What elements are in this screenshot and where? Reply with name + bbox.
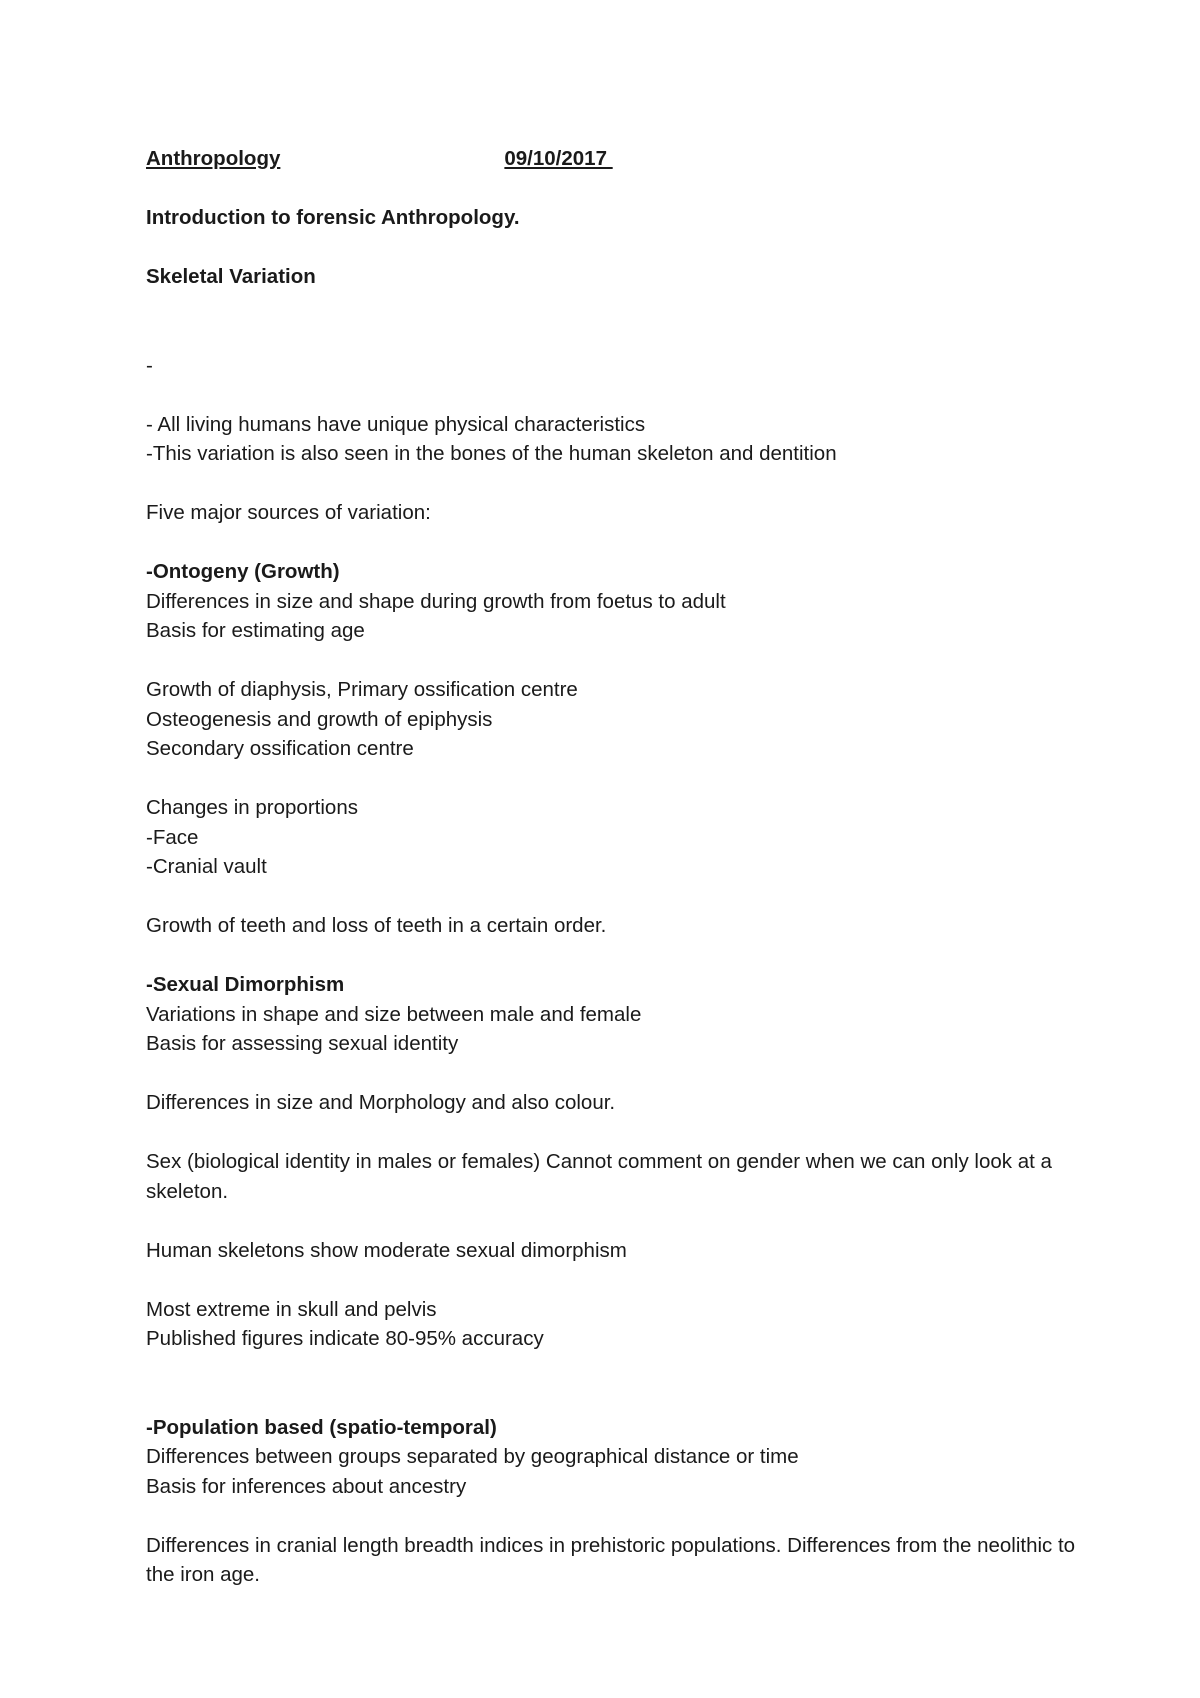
proportion-line: -Cranial vault xyxy=(146,855,267,878)
sources-intro: Five major sources of variation: xyxy=(146,501,431,524)
intro-line: - All living humans have unique physical characteristics xyxy=(146,412,646,436)
teeth-line: Growth of teeth and loss of teeth in a certain order. xyxy=(146,914,607,937)
growth-line: Growth of diaphysis, Primary ossification centre xyxy=(146,678,578,701)
extreme-line: Published figures indicate 80-95% accuracy xyxy=(146,1327,544,1350)
document-title: Introduction to forensic Anthropology. xyxy=(146,206,520,229)
sex-paragraph: Sex (biological identity in males or females) Cannot comment on gender when we can only look at a skeleton. xyxy=(146,1150,1058,1203)
population-line: Basis for inferences about ancestry xyxy=(146,1474,467,1498)
ontogeny-line: Basis for estimating age xyxy=(146,619,365,642)
ontogeny-heading: -Ontogeny (Growth) xyxy=(146,560,340,583)
population-heading: -Population based (spatio-temporal) xyxy=(146,1415,497,1439)
section-title: Skeletal Variation xyxy=(146,265,316,288)
intro-line: -This variation is also seen in the bones of the human skeleton and dentition xyxy=(146,442,837,465)
proportion-line: Changes in proportions xyxy=(146,796,358,819)
size-line: Differences in size and Morphology and also colour. xyxy=(146,1091,616,1114)
subject-label: Anthropology xyxy=(146,147,281,170)
dash-line: - xyxy=(146,353,153,377)
date-label: 09/10/2017 xyxy=(504,147,607,170)
dimorphism-heading: -Sexual Dimorphism xyxy=(146,973,345,996)
population-line: Differences between groups separated by geographical distance or time xyxy=(146,1445,799,1468)
proportion-line: -Face xyxy=(146,825,199,849)
growth-line: Secondary ossification centre xyxy=(146,737,414,760)
cranial-paragraph: Differences in cranial length breadth indices in prehistoric populations. Differences from the neolithic to the iron age. xyxy=(146,1533,1081,1586)
extreme-line: Most extreme in skull and pelvis xyxy=(146,1297,437,1321)
dimorphism-line: Variations in shape and size between male and female xyxy=(146,1002,642,1026)
document-page xyxy=(146,144,1081,1590)
moderate-line: Human skeletons show moderate sexual dimorphism xyxy=(146,1238,627,1262)
dimorphism-line: Basis for assessing sexual identity xyxy=(146,1032,459,1055)
growth-line: Osteogenesis and growth of epiphysis xyxy=(146,707,493,731)
document-header xyxy=(146,144,1076,174)
ontogeny-line: Differences in size and shape during growth from foetus to adult xyxy=(146,589,726,613)
